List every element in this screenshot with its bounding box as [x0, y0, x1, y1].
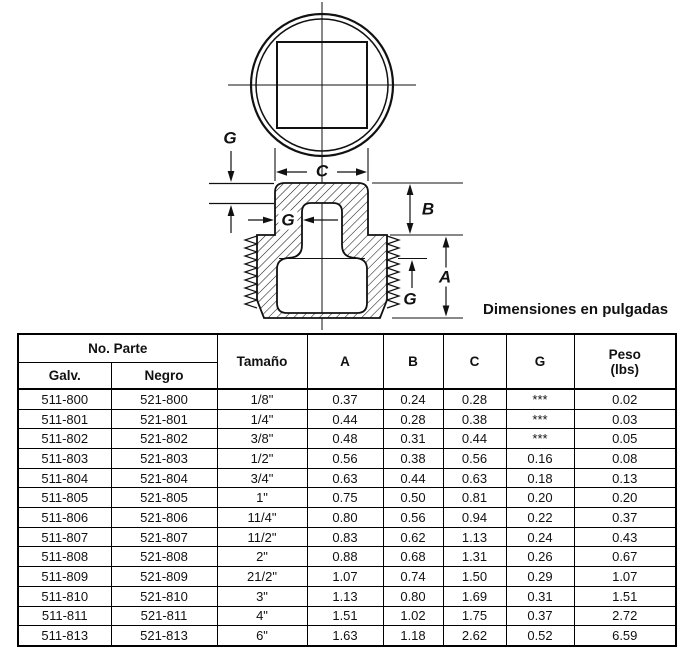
table-cell: 511-813 [18, 626, 111, 646]
table-row [18, 606, 676, 626]
table-cell: 511-801 [18, 409, 111, 429]
table-cell: 1.13 [307, 586, 383, 606]
table-cell: 2.72 [574, 606, 676, 626]
table-cell: 3/4" [217, 468, 307, 488]
table-row [18, 429, 676, 449]
table-cell: *** [506, 389, 574, 409]
header-galv: Galv. [18, 362, 111, 389]
table-cell: 6.59 [574, 626, 676, 646]
table-cell: 521-809 [111, 567, 217, 587]
dim-label-b: B [421, 199, 435, 219]
table-cell: 0.44 [307, 409, 383, 429]
table-cell: 1/2" [217, 449, 307, 469]
table-row [18, 389, 676, 409]
table-cell: 0.63 [307, 468, 383, 488]
table-cell: 511-800 [18, 389, 111, 409]
table-cell: 1/4" [217, 409, 307, 429]
table-cell: 0.68 [383, 547, 443, 567]
table-cell: 0.29 [506, 567, 574, 587]
table-cell: 0.52 [506, 626, 574, 646]
table-cell: *** [506, 429, 574, 449]
table-cell: 1.13 [443, 527, 506, 547]
units-note: Dimensiones en pulgadas [483, 301, 669, 318]
table-cell: 0.75 [307, 488, 383, 508]
table-cell: 0.56 [383, 508, 443, 528]
table-cell: 4" [217, 606, 307, 626]
table-cell: 0.48 [307, 429, 383, 449]
table-cell: 1" [217, 488, 307, 508]
table-cell: 0.08 [574, 449, 676, 469]
table-cell: 0.67 [574, 547, 676, 567]
g-wall-arrow-left-icon [303, 217, 314, 224]
table-cell: 0.28 [443, 389, 506, 409]
table-cell: 1.07 [307, 567, 383, 587]
fitting-drawing [0, 0, 689, 332]
header-negro: Negro [111, 362, 217, 389]
table-cell: 521-810 [111, 586, 217, 606]
table-cell: 6" [217, 626, 307, 646]
table-cell: 521-806 [111, 508, 217, 528]
table-row [18, 586, 676, 606]
table-cell: 511-810 [18, 586, 111, 606]
table-cell: 0.83 [307, 527, 383, 547]
table-cell: 521-805 [111, 488, 217, 508]
c-arrow-left-icon [276, 168, 287, 176]
table-cell: 0.37 [574, 508, 676, 528]
table-row [18, 488, 676, 508]
table-cell: 0.56 [307, 449, 383, 469]
dim-label-g-wall: G [278, 211, 297, 230]
table-cell: 0.02 [574, 389, 676, 409]
table-cell: 1.18 [383, 626, 443, 646]
table-cell: 0.44 [383, 468, 443, 488]
plug-cross-section-drawing [0, 0, 689, 332]
table-cell: 0.31 [383, 429, 443, 449]
header-peso-line2: (lbs) [610, 361, 639, 377]
table-row [18, 527, 676, 547]
table-cell: 0.80 [307, 508, 383, 528]
table-cell: 1.50 [443, 567, 506, 587]
table-cell: 521-801 [111, 409, 217, 429]
table-cell: 2" [217, 547, 307, 567]
table-cell: 0.13 [574, 468, 676, 488]
table-cell: 0.56 [443, 449, 506, 469]
table-cell: 511-809 [18, 567, 111, 587]
table-cell: 3/8" [217, 429, 307, 449]
table-cell: 511-805 [18, 488, 111, 508]
table-cell: 0.43 [574, 527, 676, 547]
table-cell: 0.24 [506, 527, 574, 547]
header-peso-line1: Peso [608, 346, 641, 362]
table-cell: 0.38 [383, 449, 443, 469]
table-cell: 521-803 [111, 449, 217, 469]
header-c: C [443, 334, 506, 389]
g-top-arrow-down-icon [228, 171, 235, 182]
table-cell: 0.88 [307, 547, 383, 567]
table-cell: 1.02 [383, 606, 443, 626]
table-cell: 1/8" [217, 389, 307, 409]
table-cell: 21/2" [217, 567, 307, 587]
table-body [18, 389, 676, 646]
header-tamano: Tamaño [217, 334, 307, 389]
table-cell: 11/4" [217, 508, 307, 528]
table-cell: 0.22 [506, 508, 574, 528]
table-cell: *** [506, 409, 574, 429]
table-header [18, 334, 676, 389]
table-cell: 511-811 [18, 606, 111, 626]
table-cell: 0.81 [443, 488, 506, 508]
table-cell: 0.16 [506, 449, 574, 469]
table-row [18, 409, 676, 429]
table-cell: 11/2" [217, 527, 307, 547]
table-cell: 0.94 [443, 508, 506, 528]
b-arrow-down-icon [407, 223, 414, 234]
header-no-parte: No. Parte [18, 334, 217, 362]
table-cell: 0.05 [574, 429, 676, 449]
table-cell: 1.51 [307, 606, 383, 626]
g-wall-arrow-right-icon [263, 217, 274, 224]
table-cell: 521-808 [111, 547, 217, 567]
a-arrow-down-icon [443, 306, 450, 317]
table-cell: 3" [217, 586, 307, 606]
table-cell: 1.51 [574, 586, 676, 606]
table-cell: 521-813 [111, 626, 217, 646]
table-cell: 511-806 [18, 508, 111, 528]
table-cell: 521-802 [111, 429, 217, 449]
c-arrow-right-icon [356, 168, 367, 176]
table-cell: 511-807 [18, 527, 111, 547]
table-cell: 1.69 [443, 586, 506, 606]
table-cell: 521-804 [111, 468, 217, 488]
table-cell: 0.24 [383, 389, 443, 409]
table-cell: 0.38 [443, 409, 506, 429]
table-cell: 0.31 [506, 586, 574, 606]
table-cell: 0.63 [443, 468, 506, 488]
table-row [18, 468, 676, 488]
table-cell: 2.62 [443, 626, 506, 646]
table-cell: 521-807 [111, 527, 217, 547]
table-cell: 0.18 [506, 468, 574, 488]
table-cell: 0.62 [383, 527, 443, 547]
table-cell: 521-811 [111, 606, 217, 626]
table-cell: 511-803 [18, 449, 111, 469]
header-g: G [506, 334, 574, 389]
table-row [18, 626, 676, 646]
thread-zigzag-right [387, 236, 399, 308]
table-cell: 0.44 [443, 429, 506, 449]
table-cell: 1.63 [307, 626, 383, 646]
table-cell: 0.28 [383, 409, 443, 429]
table-cell: 0.03 [574, 409, 676, 429]
dim-label-c: C [315, 161, 329, 181]
dim-label-g-top: G [223, 128, 237, 148]
table-cell: 511-808 [18, 547, 111, 567]
table-row [18, 449, 676, 469]
header-peso [574, 334, 676, 389]
header-b: B [383, 334, 443, 389]
table-row [18, 567, 676, 587]
table-cell: 511-802 [18, 429, 111, 449]
table-row [18, 508, 676, 528]
dim-label-g-bottom: G [403, 289, 417, 309]
table-cell: 0.37 [506, 606, 574, 626]
table-cell: 0.20 [574, 488, 676, 508]
dimensions-table [17, 333, 677, 647]
table-cell: 0.74 [383, 567, 443, 587]
table-row [18, 547, 676, 567]
table-cell: 0.80 [383, 586, 443, 606]
dim-label-a: A [436, 268, 454, 287]
thread-zigzag-left [245, 236, 257, 308]
table-cell: 0.26 [506, 547, 574, 567]
table-cell: 0.37 [307, 389, 383, 409]
table-cell: 0.50 [383, 488, 443, 508]
header-a: A [307, 334, 383, 389]
table-cell: 521-800 [111, 389, 217, 409]
table-cell: 511-804 [18, 468, 111, 488]
table-cell: 1.75 [443, 606, 506, 626]
table-cell: 1.31 [443, 547, 506, 567]
table-cell: 1.07 [574, 567, 676, 587]
table-cell: 0.20 [506, 488, 574, 508]
